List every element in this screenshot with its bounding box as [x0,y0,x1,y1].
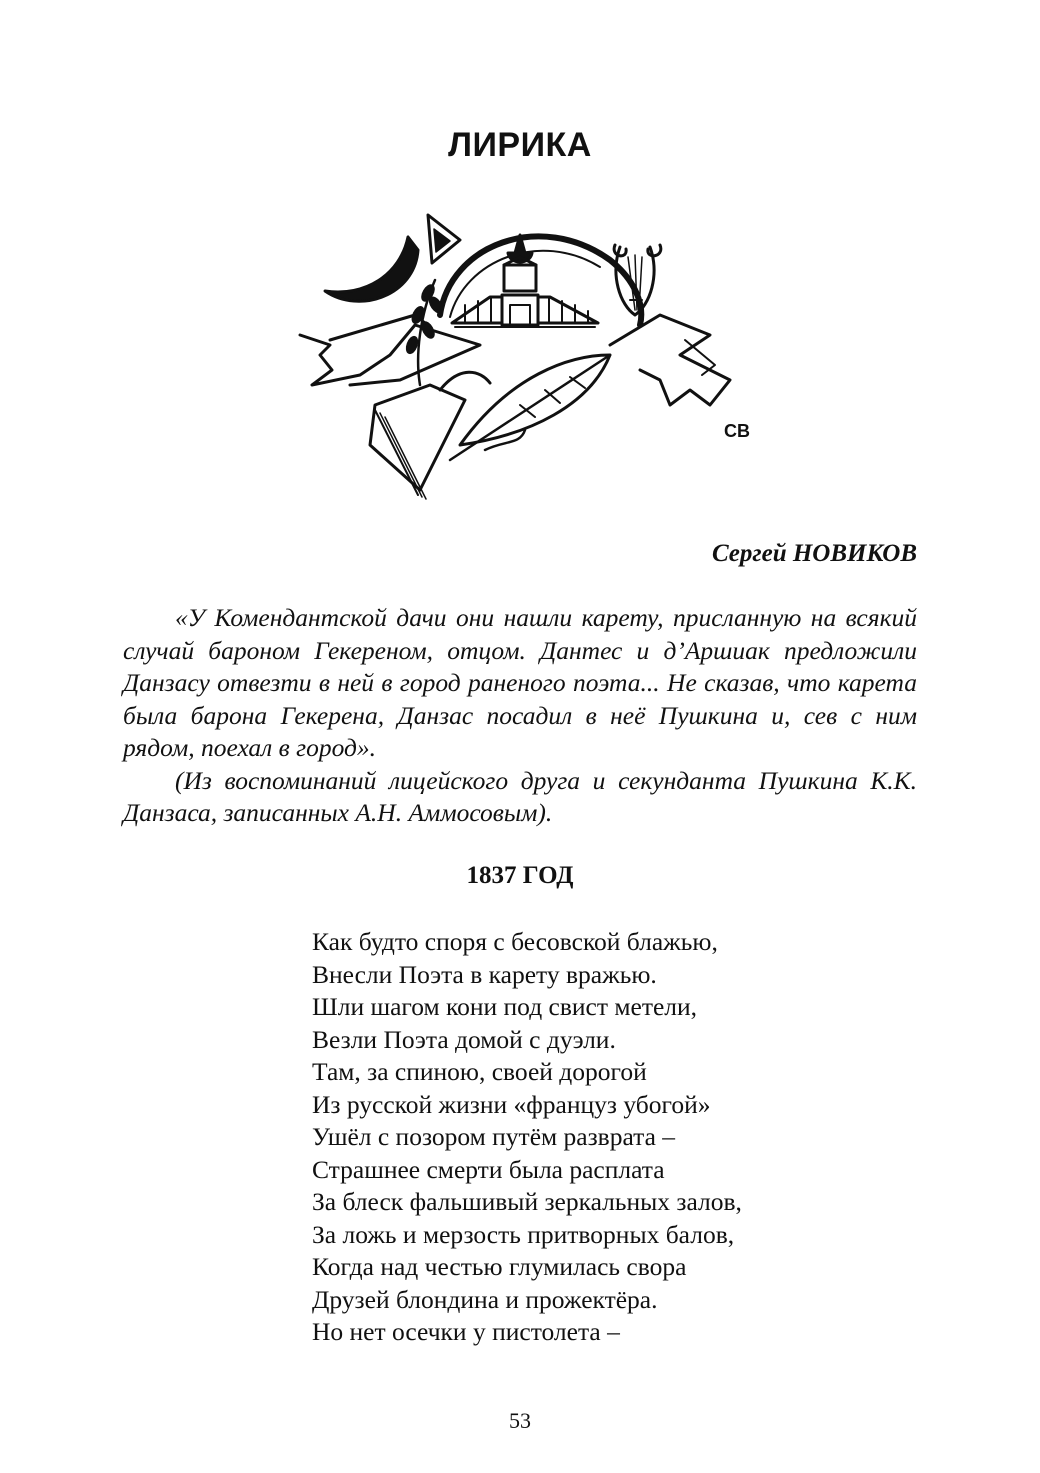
epigraph-source: (Из воспоминаний лицейского друга и секунданта Пушкина К.К. Данзаса, записанных А.Н. Аммосовым). [123,765,917,827]
page-number: 53 [509,1408,531,1433]
epigraph [123,602,917,830]
poem-line: За блеск фальшивый зеркальных залов, [312,1187,742,1216]
poem-line: Друзей блондина и прожектёра. [312,1284,658,1314]
poem-line: Там, за спиною, своей дорогой [312,1057,647,1086]
poem-line: Когда над честью глумилась свора [312,1252,687,1281]
lyre-icon [614,245,661,315]
poem-line: Ушёл с позором путём разврата – [312,1122,676,1151]
artist-monogram: СВ [724,421,750,441]
epigraph-quote: «У Комендантской дачи они нашли карету, присланную на всякий случай бароном Гекереном, отцом. Дантес и д’Аршиак предложили Данзасу отвезти в ней в город раненого поэта... Не сказав, что карета была барона Гекерена, Данзас посадил в неё Пушкина и, сев с ним рядом, поехал в город». [123,603,917,762]
poem-line: Из русской жизни «француз убогой» [312,1089,711,1119]
poem-line: Везли Поэта домой с дуэли. [312,1024,616,1054]
poem-line: За ложь и мерзость притворных балов, [312,1219,735,1249]
section-title: ЛИРИКА [448,126,592,164]
poem-line: Но нет осечки у пистолета – [312,1317,620,1346]
lyric-emblem-illustration [290,205,750,505]
poem-line: Как будто споря с бесовской блажью, [312,927,718,956]
poem-title: 1837 ГОД [466,862,574,889]
author-name: Сергей НОВИКОВ [711,540,917,567]
poem-line: Шли шагом кони под свист метели, [312,992,698,1021]
crescent-moon-icon [325,237,418,301]
palace-building-icon [452,235,598,327]
poem-line: Страшнее смерти была расплата [312,1154,665,1184]
poem-stanza [312,926,912,1349]
right-ribbon [610,315,730,405]
poem-line: Внесли Поэта в карету вражью. [312,959,657,989]
quill-pen-icon [450,355,610,460]
